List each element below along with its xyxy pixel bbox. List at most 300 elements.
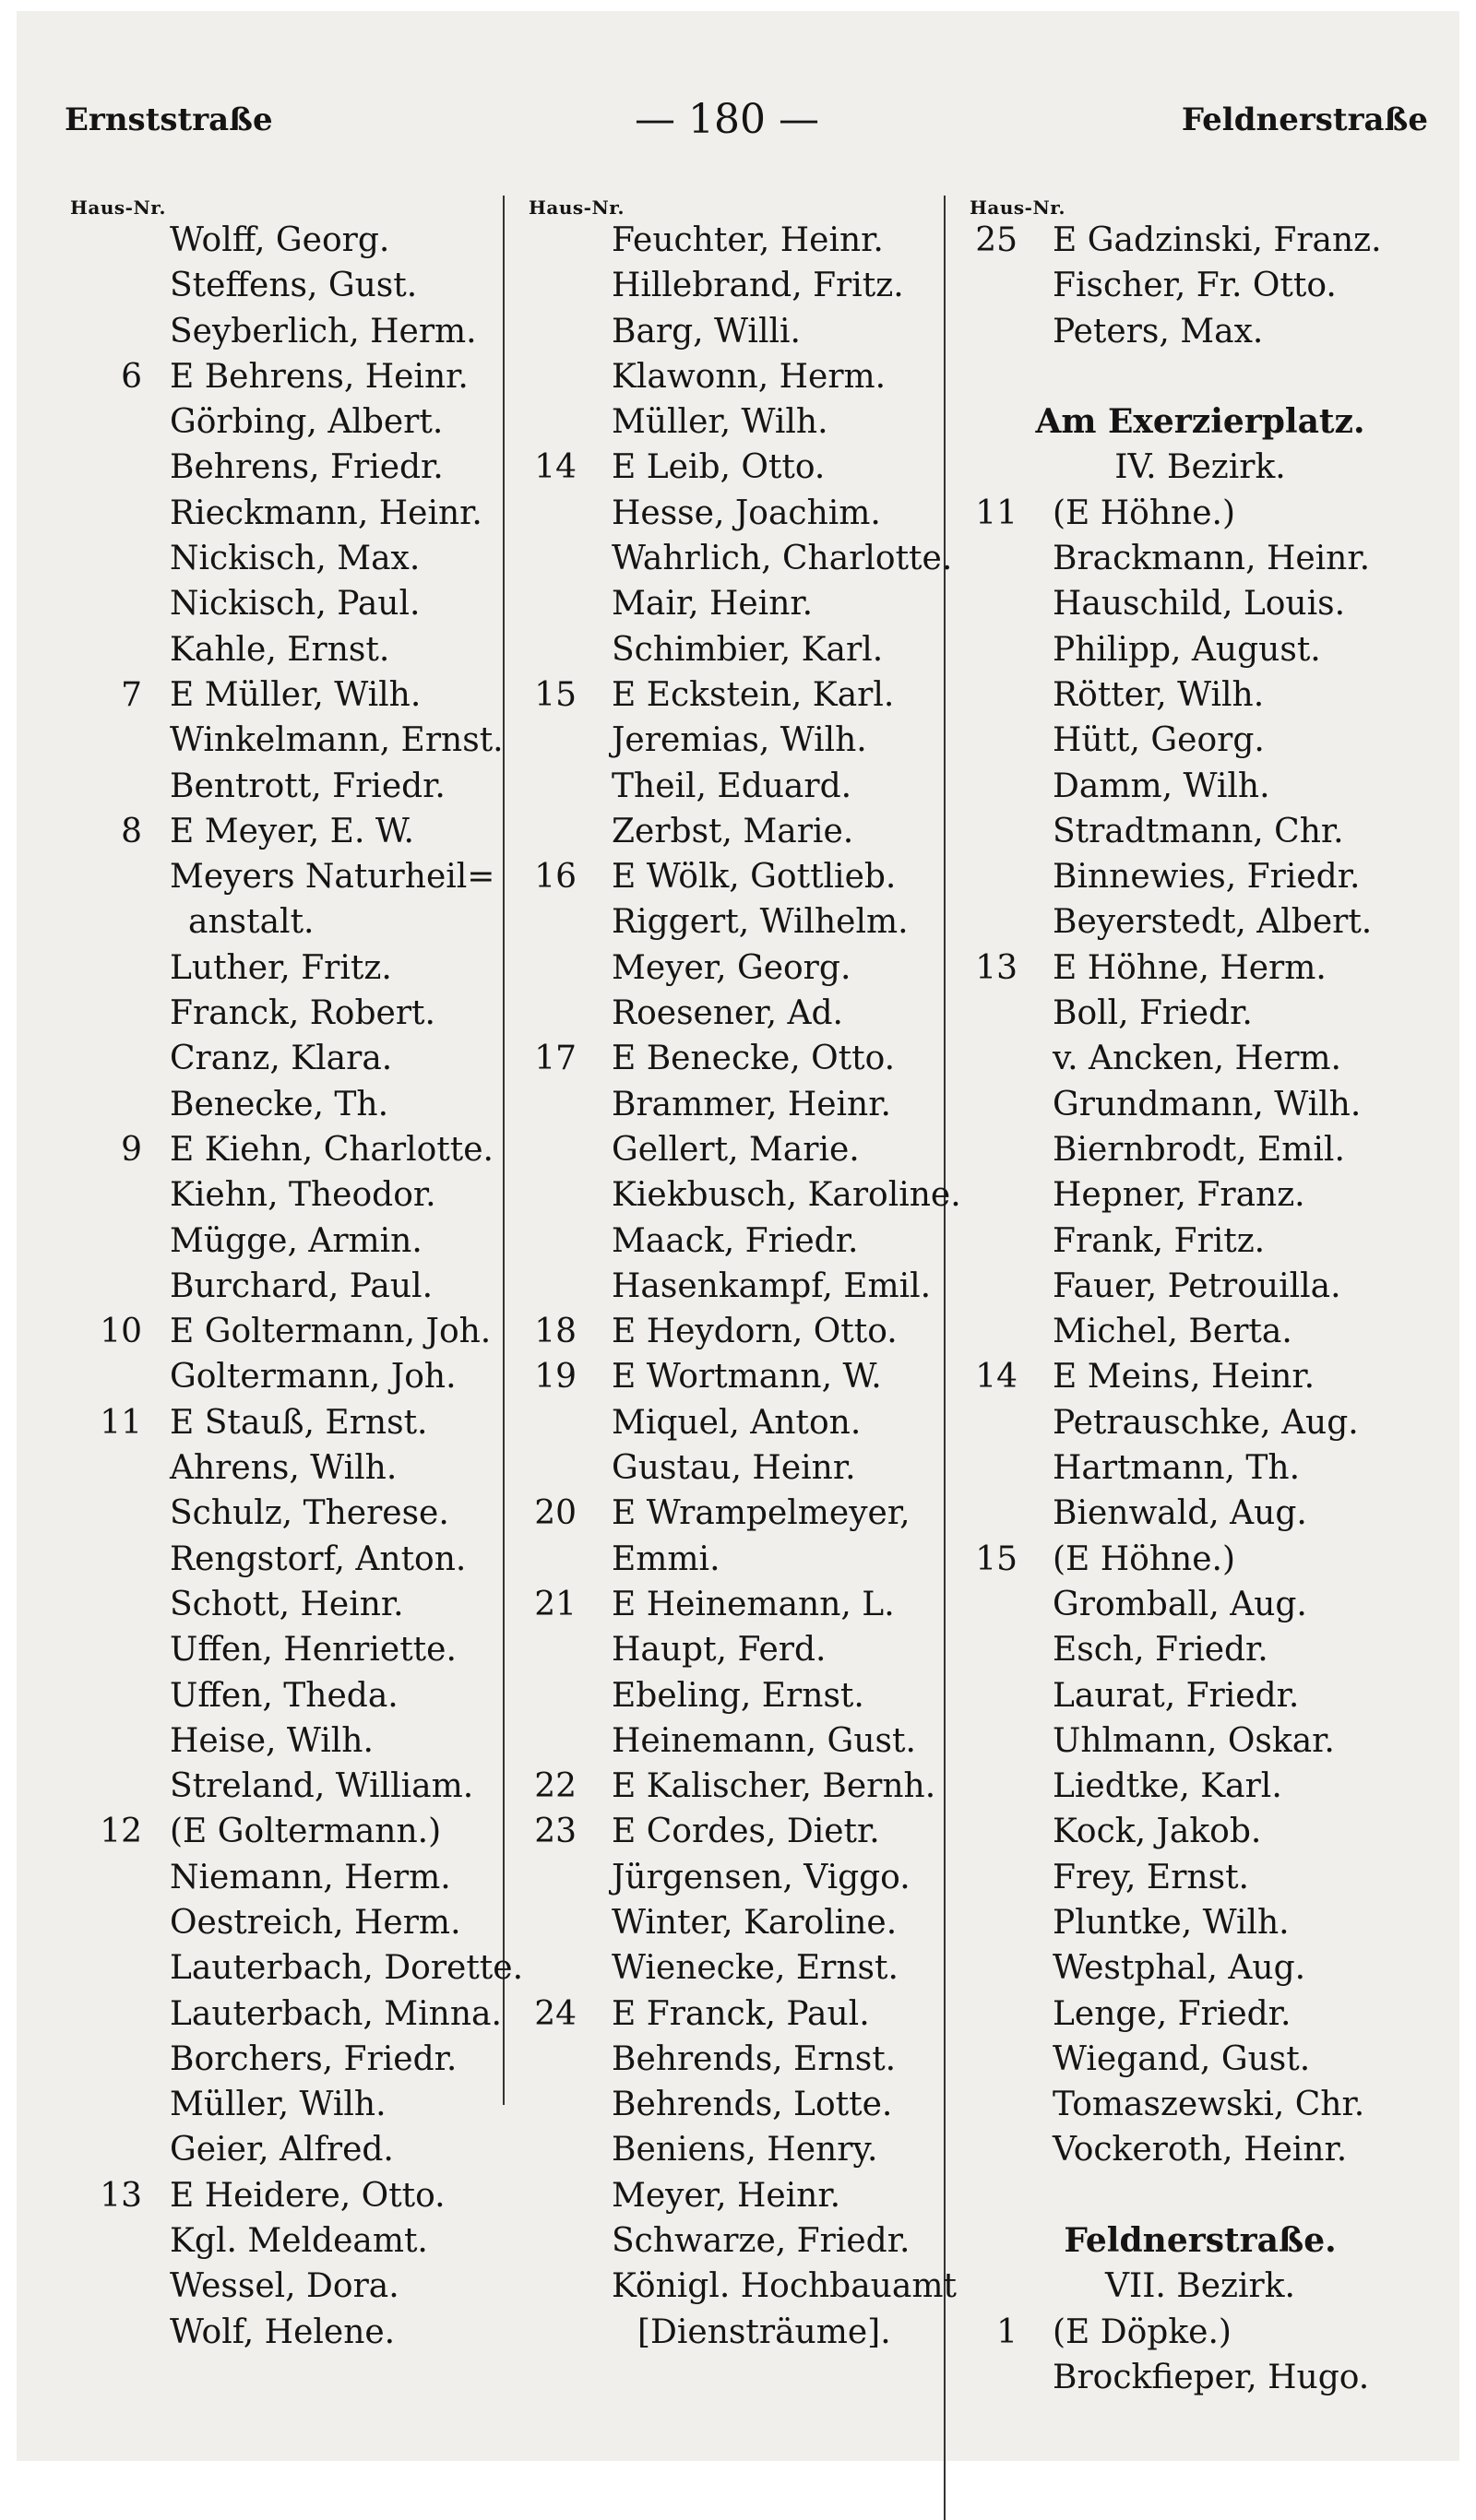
list-item [61, 945, 511, 991]
resident-name: Bentrott, Friedr. [170, 767, 446, 805]
resident-name: Brockfieper, Hugo. [1053, 2358, 1370, 2396]
resident-name: Rieckmann, Heinr. [170, 493, 482, 532]
resident-name: Schott, Heinr. [170, 1585, 404, 1623]
resident-name: Hillebrand, Fritz. [612, 267, 904, 305]
list-item [519, 581, 962, 626]
list-item [519, 1718, 962, 1764]
resident-name: Mügge, Armin. [170, 1221, 423, 1260]
list-item [519, 1445, 962, 1491]
resident-name: Meyer, Georg. [612, 948, 851, 987]
list-item [960, 354, 1440, 399]
resident-name: Seyberlich, Herm. [170, 312, 477, 351]
list-item [519, 1172, 962, 1218]
resident-name: IV. Bezirk. [1114, 448, 1286, 487]
list-item [61, 1036, 511, 1081]
list-item [61, 627, 511, 672]
house-number: 21 [534, 1585, 577, 1623]
resident-name: E Benecke, Otto. [612, 1040, 896, 1078]
resident-name: E Wrampelmeyer, [612, 1494, 911, 1533]
house-number: 18 [534, 1313, 577, 1351]
list-item [519, 854, 962, 899]
resident-name: Tomaszewski, Chr. [1053, 2086, 1365, 2124]
resident-name: E Müller, Wilh. [170, 675, 422, 714]
list-item [519, 309, 962, 354]
list-item [519, 1354, 962, 1399]
resident-name: E Franck, Paul. [612, 1994, 870, 2033]
list-item [960, 1764, 1440, 1809]
resident-name: Steffens, Gust. [170, 267, 418, 305]
list-item [960, 1172, 1440, 1218]
list-item [61, 1218, 511, 1264]
list-item [61, 1718, 511, 1764]
list-item [519, 1991, 962, 2037]
list-item [61, 1945, 524, 1991]
resident-name: (E Goltermann.) [170, 1813, 442, 1851]
list-item [61, 1627, 511, 1672]
resident-name: Emmi. [612, 1539, 720, 1578]
resident-name: VII. Bezirk. [1104, 2267, 1296, 2306]
resident-name: (E Höhne.) [1053, 1539, 1235, 1578]
resident-name: Behrends, Lotte. [612, 2086, 893, 2124]
column-head: Haus-Nr. [970, 196, 1065, 219]
house-number: 11 [975, 493, 1018, 532]
list-item [61, 581, 511, 626]
list-item [61, 2082, 511, 2127]
resident-name: v. Ancken, Herm. [1053, 1040, 1341, 1078]
house-number: 15 [534, 675, 577, 714]
list-item [61, 1445, 511, 1491]
resident-name: Cranz, Klara. [170, 1040, 393, 1078]
resident-name: Behrens, Friedr. [170, 448, 444, 487]
resident-name: Kahle, Ernst. [170, 630, 390, 669]
resident-name: Roesener, Ad. [612, 994, 843, 1033]
list-item [61, 899, 511, 945]
resident-name: Schulz, Therese. [170, 1494, 449, 1533]
list-item [960, 1445, 1440, 1491]
list-item [519, 445, 962, 490]
resident-name: Gromball, Aug. [1053, 1585, 1307, 1623]
resident-name: E Meins, Heinr. [1053, 1358, 1315, 1397]
list-item [960, 1855, 1440, 1900]
house-number: 23 [534, 1813, 577, 1851]
list-item [519, 491, 962, 536]
resident-name: Feuchter, Heinr. [612, 221, 884, 259]
section-heading [960, 2218, 1440, 2264]
resident-name: Bienwald, Aug. [1053, 1494, 1307, 1533]
resident-name: Wessel, Dora. [170, 2267, 399, 2306]
list-item [960, 581, 1440, 626]
house-number: 25 [975, 221, 1018, 259]
list-item [61, 354, 511, 399]
list-item [519, 1400, 962, 1445]
list-item [519, 809, 962, 854]
list-item [960, 2037, 1440, 2082]
resident-name: Hasenkampf, Emil. [612, 1266, 932, 1305]
list-item [960, 1400, 1440, 1445]
house-number: 20 [534, 1494, 577, 1533]
list-item [61, 309, 511, 354]
list-item [960, 1582, 1440, 1627]
list-item [519, 1537, 962, 1582]
resident-name: Hepner, Franz. [1053, 1176, 1305, 1215]
list-item [61, 1582, 511, 1627]
resident-name: Jürgensen, Viggo. [612, 1858, 911, 1896]
list-item [61, 1491, 511, 1536]
list-item [61, 1537, 511, 1582]
resident-name: Winkelmann, Ernst. [170, 721, 504, 760]
resident-name: Hauschild, Louis. [1053, 585, 1346, 624]
list-item [960, 854, 1440, 899]
list-item [61, 1309, 511, 1354]
list-item [61, 1809, 511, 1854]
resident-name: E Heydorn, Otto. [612, 1313, 898, 1351]
resident-name: Damm, Wilh. [1053, 767, 1270, 805]
house-number: 14 [975, 1358, 1018, 1397]
resident-name: Frey, Ernst. [1053, 1858, 1249, 1896]
resident-name: Beniens, Henry. [612, 2131, 878, 2169]
resident-name: Uffen, Henriette. [170, 1631, 457, 1670]
house-number: 11 [100, 1403, 142, 1442]
resident-name: Kiekbusch, Karoline. [612, 1176, 961, 1215]
resident-name: Wolf, Helene. [170, 2312, 396, 2351]
resident-name: E Cordes, Dietr. [612, 1813, 880, 1851]
list-item [960, 491, 1440, 536]
list-item [61, 2264, 511, 2309]
list-item [960, 1264, 1440, 1309]
list-item [960, 536, 1440, 581]
resident-name: Lauterbach, Dorette. [170, 1949, 524, 1988]
column-1 [61, 196, 524, 2355]
list-item [519, 1900, 962, 1945]
resident-name: Luther, Fritz. [170, 948, 392, 987]
house-number: 15 [975, 1539, 1018, 1578]
resident-name: Schwarze, Friedr. [612, 2222, 911, 2261]
list-item [519, 1764, 962, 1809]
list-item [960, 218, 1440, 263]
resident-name: Laurat, Friedr. [1053, 1676, 1300, 1715]
resident-name: Wolff, Georg. [170, 221, 390, 259]
list-item [519, 2127, 962, 2172]
resident-name: Brackmann, Heinr. [1053, 540, 1371, 578]
resident-name: Müller, Wilh. [612, 403, 828, 442]
resident-name: Pluntke, Wilh. [1053, 1903, 1290, 1942]
resident-name: Borchers, Friedr. [170, 2039, 458, 2078]
house-number: 1 [996, 2312, 1018, 2351]
resident-name: E Heinemann, L. [612, 1585, 895, 1623]
resident-name: Kock, Jakob. [1053, 1813, 1262, 1851]
resident-name: Wienecke, Ernst. [612, 1949, 899, 1988]
resident-name: Heise, Wilh. [170, 1721, 374, 1760]
resident-name: Miquel, Anton. [612, 1403, 862, 1442]
list-item [61, 1764, 511, 1809]
list-item [960, 2355, 1440, 2400]
resident-name: (E Höhne.) [1053, 493, 1235, 532]
resident-name: Biernbrodt, Emil. [1053, 1130, 1345, 1169]
resident-name: Uffen, Theda. [170, 1676, 399, 1715]
resident-name: Grundmann, Wilh. [1053, 1085, 1362, 1123]
list-item [960, 945, 1440, 991]
list-item [61, 1354, 511, 1399]
house-number: 10 [100, 1313, 142, 1351]
resident-name: E Wölk, Gottlieb. [612, 858, 897, 897]
column-head: Haus-Nr. [529, 196, 625, 219]
list-item [61, 1991, 511, 2037]
list-item [519, 218, 962, 263]
list-item [519, 1855, 962, 1900]
resident-name: Ahrens, Wilh. [170, 1449, 398, 1488]
list-item [519, 991, 962, 1036]
list-item [960, 2310, 1440, 2355]
resident-name: E Meyer, E. W. [170, 812, 414, 850]
list-item [960, 2082, 1440, 2127]
list-item [960, 2127, 1440, 2172]
list-item [519, 1627, 962, 1672]
resident-name: Hütt, Georg. [1053, 721, 1265, 760]
list-item [519, 945, 962, 991]
list-item [519, 2082, 962, 2127]
list-item [960, 1809, 1440, 1854]
list-item [960, 1627, 1440, 1672]
resident-name: Gustau, Heinr. [612, 1449, 856, 1488]
list-item [519, 399, 962, 445]
resident-name: Klawonn, Herm. [612, 357, 887, 396]
resident-name: Fischer, Fr. Otto. [1053, 267, 1337, 305]
list-item [61, 1264, 511, 1309]
resident-name: anstalt. [188, 903, 315, 942]
list-item [960, 309, 1440, 354]
list-item [61, 991, 511, 1036]
resident-name: Petrauschke, Aug. [1053, 1403, 1359, 1442]
house-number: 6 [121, 357, 142, 396]
house-number: 9 [121, 1130, 142, 1169]
list-item [960, 1991, 1440, 2037]
list-item [519, 1036, 962, 1081]
list-item [61, 1900, 511, 1945]
house-number: 24 [534, 1994, 577, 2033]
list-item [960, 1354, 1440, 1399]
resident-name: Meyers Naturheil= [170, 858, 495, 897]
list-item [61, 718, 511, 763]
list-item [960, 1036, 1440, 1081]
resident-name: Esch, Friedr. [1053, 1631, 1268, 1670]
house-number: 14 [534, 448, 577, 487]
resident-name: E Höhne, Herm. [1053, 948, 1327, 987]
resident-name: E Eckstein, Karl. [612, 675, 895, 714]
district-label [960, 445, 1440, 490]
list-item [960, 2173, 1440, 2218]
resident-name: Oestreich, Herm. [170, 1903, 461, 1942]
list-item [61, 2173, 511, 2218]
list-item [61, 854, 511, 899]
resident-name: Heinemann, Gust. [612, 1721, 916, 1760]
resident-name: Michel, Berta. [1053, 1313, 1292, 1351]
resident-name: Philipp, August. [1053, 630, 1321, 669]
resident-name: Nickisch, Paul. [170, 585, 421, 624]
list-item [519, 672, 962, 718]
resident-name: Maack, Friedr. [612, 1221, 859, 1260]
list-item [519, 2264, 962, 2309]
list-item [519, 1582, 962, 1627]
district-label [960, 2264, 1440, 2309]
resident-name: E Behrens, Heinr. [170, 357, 469, 396]
resident-name: Rengstorf, Anton. [170, 1539, 467, 1578]
list-item [960, 627, 1440, 672]
list-item [960, 1718, 1440, 1764]
list-item [61, 491, 511, 536]
list-item [960, 1127, 1440, 1172]
resident-name: Nickisch, Max. [170, 540, 421, 578]
list-item [519, 263, 962, 308]
house-number: 13 [975, 948, 1018, 987]
resident-name: Ebeling, Ernst. [612, 1676, 864, 1715]
house-number: 12 [100, 1813, 142, 1851]
resident-name: Niemann, Herm. [170, 1858, 451, 1896]
list-item [960, 718, 1440, 763]
list-item [960, 991, 1440, 1036]
resident-name: Lenge, Friedr. [1053, 1994, 1292, 2033]
list-item [960, 809, 1440, 854]
resident-name: Zerbst, Marie. [612, 812, 854, 850]
list-item [960, 1082, 1440, 1127]
list-item [519, 1127, 962, 1172]
resident-name: Kiehn, Theodor. [170, 1176, 436, 1215]
list-item [519, 2310, 962, 2355]
page-number: — 180 — [635, 96, 819, 143]
list-item [61, 2218, 511, 2264]
list-item [519, 1491, 962, 1536]
running-head-left: Ernststraße [65, 101, 273, 138]
list-item [519, 354, 962, 399]
house-number: 19 [534, 1358, 577, 1397]
resident-name: Hesse, Joachim. [612, 493, 881, 532]
resident-name: Jeremias, Wilh. [612, 721, 867, 760]
list-item [960, 1537, 1440, 1582]
resident-name: Westphal, Aug. [1053, 1949, 1306, 1988]
resident-name: Feldnerstraße. [1064, 2221, 1337, 2261]
list-item [61, 263, 511, 308]
list-item [61, 764, 511, 809]
resident-name: Frank, Fritz. [1053, 1221, 1266, 1260]
resident-name: Riggert, Wilhelm. [612, 903, 909, 942]
resident-name: Am Exerzierplatz. [1035, 402, 1365, 442]
resident-name: [Diensträume]. [637, 2312, 891, 2351]
resident-name: Binnewies, Friedr. [1053, 858, 1361, 897]
list-item [519, 627, 962, 672]
resident-name: Uhlmann, Oskar. [1053, 1721, 1335, 1760]
house-number: 7 [121, 675, 142, 714]
list-item [61, 809, 511, 854]
resident-name: Liedtke, Karl. [1053, 1767, 1282, 1806]
list-item [61, 1855, 511, 1900]
list-item [61, 672, 511, 718]
list-item [960, 764, 1440, 809]
resident-name: E Wortmann, W. [612, 1358, 882, 1397]
resident-name: E Heidere, Otto. [170, 2176, 446, 2215]
resident-name: Lauterbach, Minna. [170, 1994, 502, 2033]
resident-name: (E Döpke.) [1053, 2312, 1232, 2351]
resident-name: Brammer, Heinr. [612, 1085, 891, 1123]
list-item [960, 1309, 1440, 1354]
column-head: Haus-Nr. [70, 196, 166, 219]
list-item [61, 399, 511, 445]
list-item [519, 1945, 962, 1991]
column-2 [519, 197, 962, 2355]
resident-name: Müller, Wilh. [170, 2086, 387, 2124]
list-item [960, 1673, 1440, 1718]
list-item [519, 1264, 962, 1309]
house-number: 22 [534, 1767, 577, 1806]
resident-name: Görbing, Albert. [170, 403, 444, 442]
list-item [519, 1673, 962, 1718]
resident-name: E Leib, Otto. [612, 448, 826, 487]
resident-name: E Goltermann, Joh. [170, 1313, 492, 1351]
list-item [960, 1218, 1440, 1264]
list-item [61, 445, 511, 490]
resident-name: E Kiehn, Charlotte. [170, 1130, 494, 1169]
resident-name: Königl. Hochbauamt [612, 2267, 957, 2306]
list-item [960, 1491, 1440, 1536]
list-item [61, 2310, 511, 2355]
resident-name: Vockeroth, Heinr. [1053, 2131, 1348, 2169]
section-heading [960, 399, 1440, 445]
resident-name: Franck, Robert. [170, 994, 435, 1033]
list-item [960, 263, 1440, 308]
resident-name: Winter, Karoline. [612, 1903, 898, 1942]
list-item [61, 1172, 511, 1218]
resident-name: Stradtmann, Chr. [1053, 812, 1344, 850]
resident-name: Haupt, Ferd. [612, 1631, 827, 1670]
list-item [61, 1400, 511, 1445]
resident-name: Boll, Friedr. [1053, 994, 1253, 1033]
running-head-right: Feldnerstraße [1181, 101, 1428, 138]
resident-name: Rötter, Wilh. [1053, 675, 1265, 714]
resident-name: Beyerstedt, Albert. [1053, 903, 1373, 942]
resident-name: Theil, Eduard. [612, 767, 852, 805]
resident-name: Schimbier, Karl. [612, 630, 884, 669]
list-item [61, 218, 511, 263]
house-number: 16 [534, 858, 577, 897]
list-item [519, 1809, 962, 1854]
resident-name: Wiegand, Gust. [1053, 2039, 1311, 2078]
resident-name: Mair, Heinr. [612, 585, 814, 624]
resident-name: Hartmann, Th. [1053, 1449, 1301, 1488]
resident-name: Kgl. Meldeamt. [170, 2222, 428, 2261]
house-number: 17 [534, 1040, 577, 1078]
list-item [61, 536, 511, 581]
house-number: 8 [121, 812, 142, 850]
list-item [519, 2218, 962, 2264]
resident-name: Peters, Max. [1053, 312, 1264, 351]
list-item [519, 1082, 962, 1127]
resident-name: Barg, Willi. [612, 312, 801, 351]
list-item [519, 2173, 962, 2218]
resident-name: Gellert, Marie. [612, 1130, 860, 1169]
list-item [519, 718, 962, 763]
resident-name: E Gadzinski, Franz. [1053, 221, 1382, 259]
house-number: 13 [100, 2176, 142, 2215]
list-item [960, 672, 1440, 718]
resident-name: E Stauß, Ernst. [170, 1403, 428, 1442]
resident-name: Behrends, Ernst. [612, 2039, 897, 2078]
list-item [519, 536, 962, 581]
resident-name: Meyer, Heinr. [612, 2176, 841, 2215]
directory-page [17, 11, 1459, 2461]
list-item [960, 1900, 1440, 1945]
resident-name: Goltermann, Joh. [170, 1358, 457, 1397]
list-item [61, 1673, 511, 1718]
list-item [519, 899, 962, 945]
resident-name: Streland, William. [170, 1767, 474, 1806]
